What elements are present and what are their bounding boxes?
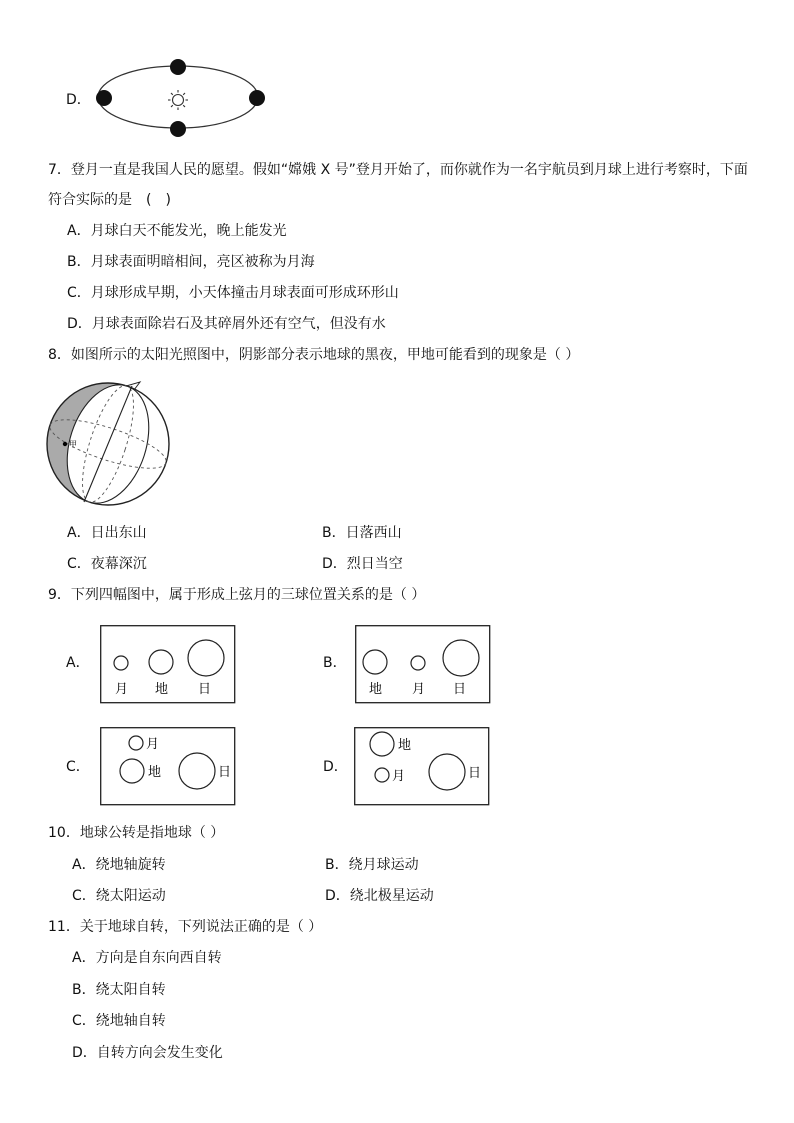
q11-option-c: C．绕地轴自转 [72, 1013, 166, 1029]
night-shadow [44, 378, 127, 502]
q9-panel-b [355, 625, 491, 704]
q8-option-a: A．日出东山 [67, 525, 147, 541]
q9-panel-a [100, 625, 236, 704]
label-moon: 月 [146, 737, 160, 752]
earth-bottom [170, 121, 186, 137]
q9-panel-d [354, 727, 490, 806]
point-jia [63, 442, 67, 446]
q7-stem-line1: 7．登月一直是我国人民的愿望。假如“嫦娥 X 号”登月开始了，而你就作为一名宇航员到月球上进行考察时，下面 [48, 162, 748, 178]
point-jia-label: 甲 [69, 440, 77, 449]
q9-panel-a-letter: A． [66, 655, 90, 671]
q7-option-b: B．月球表面明暗相间，亮区被称为月海 [67, 254, 315, 270]
q8-option-d: D．烈日当空 [322, 556, 403, 572]
label-moon: 月 [115, 682, 129, 697]
q6-option-d-label: D． [66, 92, 91, 108]
earth-axis [84, 386, 132, 502]
q8-stem: 8．如图所示的太阳光照图中，阴影部分表示地球的黑夜，甲地可能看到的现象是（ ） [48, 347, 580, 363]
q9-stem: 9．下列四幅图中，属于形成上弦月的三球位置关系的是（ ） [48, 587, 426, 603]
q10-option-a: A．绕地轴旋转 [72, 857, 166, 873]
label-earth: 地 [369, 682, 383, 697]
q7-option-a: A．月球白天不能发光，晚上能发光 [67, 223, 287, 239]
label-earth: 地 [155, 682, 169, 697]
q9-panel-c [100, 727, 236, 806]
q6-orbit-diagram [90, 52, 280, 142]
q7-option-c: C．月球形成早期，小天体撞击月球表面可形成环形山 [67, 285, 399, 301]
q10-option-c: C．绕太阳运动 [72, 888, 166, 904]
q9-panel-b-letter: B． [323, 655, 347, 671]
q10-option-d: D．绕北极星运动 [325, 888, 434, 904]
q8-option-c: C．夜幕深沉 [67, 556, 147, 572]
sun-icon [168, 90, 188, 110]
label-sun: 日 [468, 766, 482, 781]
q9-panel-d-letter: D． [323, 759, 348, 775]
earth-left [96, 90, 112, 106]
orbit-ellipse [98, 66, 258, 128]
q11-option-a: A．方向是自东向西自转 [72, 950, 222, 966]
q7-stem-line2: 符合实际的是 ( ) [48, 192, 171, 208]
label-earth: 地 [148, 765, 162, 780]
q8-globe-diagram [44, 378, 172, 508]
label-sun: 日 [218, 765, 232, 780]
label-sun: 日 [198, 682, 212, 697]
q11-option-b: B．绕太阳自转 [72, 982, 166, 998]
q9-panel-c-letter: C． [66, 759, 90, 775]
q11-stem: 11．关于地球自转，下列说法正确的是（ ） [48, 919, 323, 935]
label-sun: 日 [453, 682, 467, 697]
earth-top [170, 59, 186, 75]
q11-option-d: D．自转方向会发生变化 [72, 1045, 223, 1061]
label-earth: 地 [398, 738, 412, 753]
label-moon: 月 [412, 682, 426, 697]
q7-option-d: D．月球表面除岩石及其碎屑外还有空气，但没有水 [67, 316, 386, 332]
q10-stem: 10．地球公转是指地球（ ） [48, 825, 225, 841]
earth-right [249, 90, 265, 106]
label-moon: 月 [392, 769, 406, 784]
q8-option-b: B．日落西山 [322, 525, 402, 541]
q10-option-b: B．绕月球运动 [325, 857, 419, 873]
